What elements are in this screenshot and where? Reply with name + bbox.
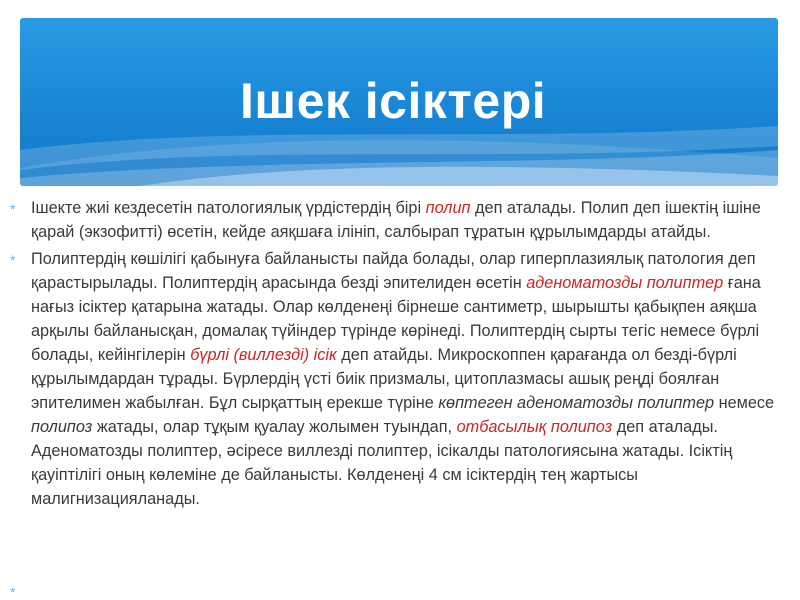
title-banner — [20, 18, 778, 186]
highlighted-term-familial-polyposis: отбасылық полипоз — [456, 418, 613, 436]
highlighted-term-polyp: полип — [425, 199, 471, 217]
text-run: жатады, олар тұқым қуалау жолымен туындап, — [92, 418, 457, 436]
highlighted-term-villous-tumor: бүрлі (виллезді) ісік — [190, 346, 337, 364]
slide-body — [10, 196, 778, 514]
text-run: деп аталады. Аденоматозды полиптер, әсіресе виллезді полиптер, ісікалды патологиясына жатады. Ісіктің қауіптілігі оның көлеміне де байланысты. Көлденеңі 4 см ісіктердің тең жартысы малигнизацияланады. — [31, 418, 733, 508]
text-run: Полиптердің көшілігі қабынуға байланысты пайда болады, олар гиперплазиялық патология деп қарастырылады. Полиптердің арасында безді эпителиден өсетін — [31, 250, 756, 292]
bullet-star-icon: * — [10, 252, 16, 268]
empty-bullet-star-icon: * — [10, 584, 16, 600]
italic-term-polyposis: полипоз — [31, 418, 93, 436]
slide-title: Ішек ісіктері — [240, 73, 547, 129]
highlighted-term-adenomatous-polyps: аденоматозды полиптер — [526, 274, 724, 292]
text-run: деп аталады. Полип деп ішектің ішіне қарай (экзофитті) өсетін, кейде аяқшаға ілініп, салбырап тұратын құрылымдарды атайды. — [31, 199, 761, 241]
bullet-paragraph-polyp-types — [10, 247, 778, 511]
bullet-paragraph-polyp-definition — [10, 196, 778, 244]
bullet-star-icon: * — [10, 201, 16, 217]
text-run: немесе — [714, 394, 775, 412]
text-run: ғана нағыз ісіктер қатарына жатады. Олар көлденеңі бірнеше сантиметр, шырышты қабықпен аяқша арқылы байланысқан, домалақ түйіндер түрінде көрінеді. Полиптердің сырты тегіс немесе бүрлі болады, кейінгілерін — [31, 274, 761, 364]
text-run: Ішекте жиі кездесетін патологиялық үрдістердің бірі — [31, 199, 426, 217]
text-run: деп атайды. Микроскоппен қарағанда ол безді-бүрлі құрылымдардан тұрады. Бүрлердің үсті биік призмалы, цитоплазмасы ашық реңді боялған эпителимен жабылған. Бұл сырқаттың ерекше түріне — [31, 346, 737, 412]
italic-term-multiple-adenomatous-polyps: көптеген аденоматозды полиптер — [438, 394, 715, 412]
